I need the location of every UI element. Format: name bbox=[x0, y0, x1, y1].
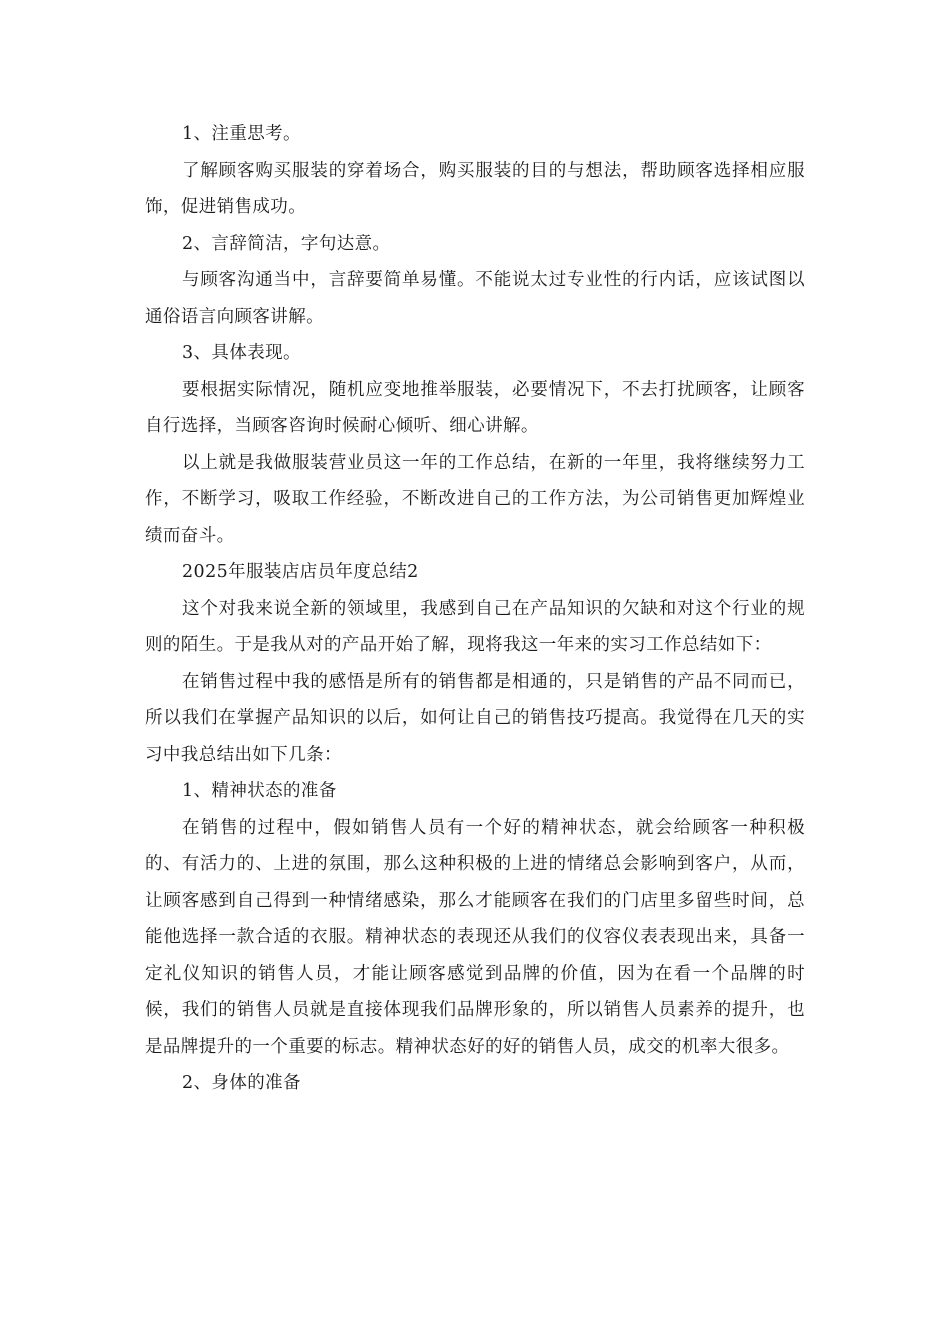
heading-1-mental-preparation: 1、精神状态的准备 bbox=[182, 781, 337, 801]
heading-2-concise-words: 2、言辞简洁，字句达意。 bbox=[182, 233, 391, 254]
heading-1-think: 1、注重思考。 bbox=[182, 124, 301, 144]
paragraph-recommend-clothing: 要根据实际情况，随机应变地推举服装，必要情况下，不去打扰顾客，让顾客自行选择，当顾客咨询时候耐心倾听、细心讲解。 bbox=[145, 379, 805, 436]
paragraph-new-field: 这个对我来说全新的领域里，我感到自己在产品知识的欠缺和对这个行业的规则的陌生。于是我从对的产品开始了解，现将我这一年来的实习工作总结如下： bbox=[145, 598, 805, 655]
heading-2-physical-preparation: 2、身体的准备 bbox=[182, 1073, 301, 1093]
section-title-2025-summary-2: 2025年服装店店员年度总结2 bbox=[182, 562, 419, 582]
paragraph-understand-customer: 了解顾客购买服装的穿着场合，购买服装的目的与想法，帮助顾客选择相应服饰，促进销售成功。 bbox=[145, 160, 805, 217]
paragraph-communication: 与顾客沟通当中，言辞要简单易懂。不能说太过专业性的行内话，应该试图以通俗语言向顾客讲解。 bbox=[145, 270, 805, 327]
document-body bbox=[145, 116, 805, 1102]
paragraph-summary-conclusion: 以上就是我做服装营业员这一年的工作总结，在新的一年里，我将继续努力工作，不断学习，吸取工作经验，不断改进自己的工作方法，为公司销售更加辉煌业绩而奋斗。 bbox=[145, 452, 805, 546]
paragraph-mental-state: 在销售的过程中，假如销售人员有一个好的精神状态，就会给顾客一种积极的、有活力的、上进的氛围，那么这种积极的上进的情绪总会影响到客户，从而，让顾客感到自己得到一种情绪感染，那么才能顾客在我们的门店里多留些时间，总能他选择一款合适的衣服。精神状态的表现还从我们的仪容仪表表现出来，具备一定礼仪知识的销售人员，才能让顾客感觉到品牌的价值，因为在看一个品牌的时候，我们的销售人员就是直接体现我们品牌形象的，所以销售人员素养的提升，也是品牌提升的一个重要的标志。精神状态好的好的销售人员，成交的机率大很多。 bbox=[145, 817, 805, 1057]
paragraph-sales-insight: 在销售过程中我的感悟是所有的销售都是相通的，只是销售的产品不同而已，所以我们在掌握产品知识的以后，如何让自己的销售技巧提高。我觉得在几天的实习中我总结出如下几条： bbox=[145, 671, 805, 765]
heading-3-performance: 3、具体表现。 bbox=[182, 343, 301, 363]
